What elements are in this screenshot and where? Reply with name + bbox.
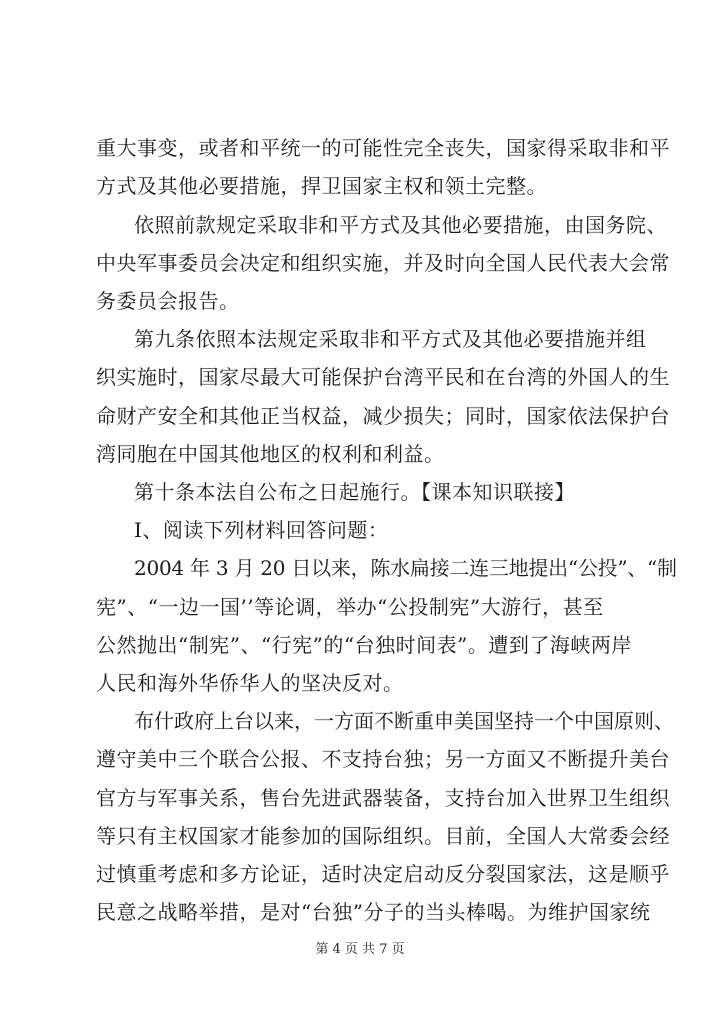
text-line: 第十条本法自公布之日起施行。【课本知识联接】 xyxy=(134,480,575,504)
text-line: 宪”、“一边一国’’等论调，举办“公投制宪”大游行，甚至 xyxy=(96,595,604,619)
text-line: 等只有主权国家才能参加的国际组织。目前，全国人大常委会经 xyxy=(96,824,670,848)
page-number-footer: 第 4 页 共 7 页 xyxy=(315,942,405,957)
text-line: Ⅰ、阅读下列材料回答问题： xyxy=(134,518,389,542)
text-line: 第九条依照本法规定采取非和平方式及其他必要措施并组 xyxy=(134,327,647,351)
text-line: 方式及其他必要措施，捍卫国家主权和领土完整。 xyxy=(96,174,547,198)
text-line: 务委员会报告。 xyxy=(96,289,240,313)
text-line: 织实施时，国家尽最大可能保护台湾平民和在台湾的外国人的生 xyxy=(96,365,670,389)
text-line: 依照前款规定采取非和平方式及其他必要措施，由国务院、 xyxy=(134,213,667,237)
text-line: 民意之战略举措，是对“台独”分子的当头棒喝。为维护国家统 xyxy=(96,900,651,924)
text-line: 湾同胞在中国其他地区的权利和利益。 xyxy=(96,442,445,466)
text-line: 命财产安全和其他正当权益，减少损失；同时，国家依法保护台 xyxy=(96,404,670,428)
text-line: 人民和海外华侨华人的坚决反对。 xyxy=(96,671,404,695)
text-line: 重大事变，或者和平统一的可能性完全丧失，国家得采取非和平 xyxy=(96,136,670,160)
text-line: 公然抛出“制宪”、“行宪”的“台独时间表”。遭到了海峡两岸 xyxy=(96,633,632,657)
text-line: 过慎重考虑和多方论证，适时决定启动反分裂国家法，这是顺乎 xyxy=(96,862,670,886)
text-line: 中央军事委员会决定和组织实施，并及时向全国人民代表大会常 xyxy=(96,251,670,275)
text-line: 遵守美中三个联合公报、不支持台独；另一方面又不断提升美台 xyxy=(96,747,670,771)
text-line: 官方与军事关系，售台先进武器装备，支持台加入世界卫生组织 xyxy=(96,786,670,810)
text-line: 布什政府上台以来，一方面不断重申美国坚持一个中国原则、 xyxy=(134,709,674,733)
text-line: 2004 年 3 月 20 日以来，陈水扁接二连三地提出“公投”、“制 xyxy=(134,556,677,580)
